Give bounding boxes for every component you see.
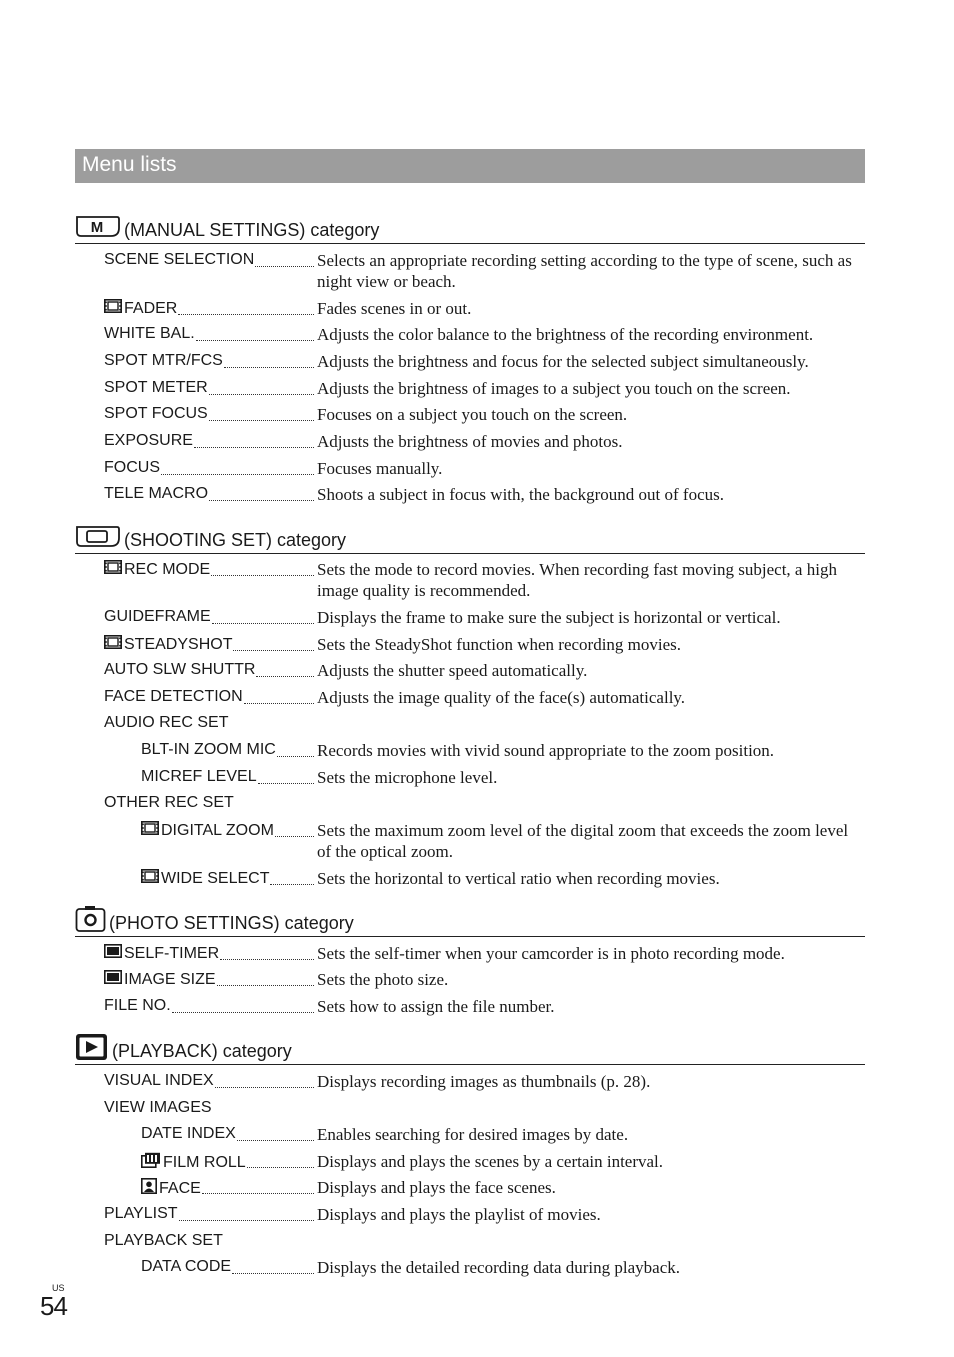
menu-item-description: Displays the detailed recording data during playback. (317, 1258, 681, 1277)
menu-item-term: WHITE BAL. (104, 325, 195, 342)
dot-leader (247, 1147, 314, 1168)
menu-item-description: Sets the microphone level. (317, 768, 498, 787)
menu-item-description: Adjusts the color balance to the brightness of the recording environment. (317, 325, 814, 344)
menu-item-term: FILE NO. (104, 997, 171, 1014)
menu-item-description: Sets the maximum zoom level of the digital zoom that exceeds the zoom level of the optical zoom. (317, 821, 849, 861)
manual-settings-icon (75, 214, 121, 240)
menu-item-term: AUTO SLW SHUTTR (104, 661, 256, 678)
category-playback-label: (PLAYBACK) category (112, 1041, 292, 1061)
menu-item-description: Sets the mode to record movies. When recording fast moving subject, a high image quality is recommended. (317, 560, 837, 600)
menu-item-term: SPOT METER (104, 379, 208, 396)
menu-item-description: Sets the horizontal to vertical ratio when recording movies. (317, 869, 720, 888)
dot-leader (224, 347, 314, 368)
svg-text:M: M (90, 219, 104, 236)
menu-item-description: Adjusts the image quality of the face(s) automatically. (317, 688, 686, 707)
category-photo-header (75, 900, 865, 937)
menu-item-description: Fades scenes in or out. (317, 299, 472, 318)
shooting-set-icon (75, 524, 121, 550)
menu-item-term: BLT-IN ZOOM MIC (141, 741, 276, 758)
dot-leader (256, 656, 314, 677)
film-roll-icon (141, 1152, 161, 1173)
dot-leader (215, 1067, 314, 1088)
menu-item-description: Selects an appropriate recording setting according to the type of scene, such as night view or beach. (317, 251, 852, 291)
menu-group-label: AUDIO REC SET (104, 714, 229, 731)
menu-item-description: Displays the frame to make sure the subject is horizontal or vertical. (317, 608, 781, 627)
dot-leader (275, 816, 314, 837)
menu-item-term: VISUAL INDEX (104, 1072, 214, 1089)
dot-leader (211, 555, 314, 576)
movie-icon (104, 560, 122, 579)
category-playback-header (75, 1028, 865, 1065)
category-photo-label: (PHOTO SETTINGS) category (109, 913, 354, 933)
dot-leader (172, 992, 314, 1013)
menu-item-description: Displays recording images as thumbnails (p. 28). (317, 1072, 651, 1091)
dot-leader (212, 603, 314, 624)
menu-item-description: Displays and plays the scenes by a certain interval. (317, 1152, 664, 1171)
menu-item-term: SPOT MTR/FCS (104, 352, 223, 369)
menu-item-term: TELE MACRO (104, 485, 209, 502)
dot-leader (217, 965, 314, 986)
category-manual-label: (MANUAL SETTINGS) category (124, 220, 380, 240)
menu-group-label: VIEW IMAGES (104, 1099, 212, 1116)
menu-item-term: DATE INDEX (141, 1125, 236, 1142)
menu-item-term: DATA CODE (141, 1258, 232, 1275)
movie-icon (104, 635, 122, 654)
dot-leader (258, 763, 314, 784)
region-code: US (52, 1283, 65, 1293)
menu-group-label: OTHER REC SET (104, 794, 234, 811)
menu-item-description: Adjusts the shutter speed automatically. (317, 661, 588, 680)
menu-item-term: IMAGE SIZE (124, 970, 216, 988)
dot-leader (194, 427, 314, 448)
menu-item-term: WIDE SELECT (161, 869, 270, 887)
camera-icon (75, 905, 107, 933)
menu-item-description: Focuses on a subject you touch on the screen. (317, 405, 628, 424)
menu-item-term: FILM ROLL (163, 1153, 246, 1171)
menu-item-term: SELF-TIMER (124, 944, 220, 962)
menu-group-label: PLAYBACK SET (104, 1232, 223, 1249)
menu-item-term: EXPOSURE (104, 432, 193, 449)
category-shooting-label: (SHOOTING SET) category (124, 530, 347, 550)
menu-item-description: Sets the self-timer when your camcorder is in photo recording mode. (317, 944, 785, 963)
menu-item-description: Adjusts the brightness of images to a subject you touch on the screen. (317, 379, 791, 398)
dot-leader (202, 1173, 314, 1194)
photo-icon (104, 944, 122, 963)
dot-leader (209, 400, 314, 421)
dot-leader (244, 683, 314, 704)
category-shooting-header (75, 515, 865, 554)
movie-icon (141, 821, 159, 840)
menu-item-description: Records movies with vivid sound appropriate to the zoom position. (317, 741, 775, 760)
dot-leader (178, 294, 314, 315)
page-title: Menu lists (82, 153, 177, 176)
menu-item-description: Displays and plays the playlist of movies. (317, 1205, 601, 1224)
menu-item-term: MICREF LEVEL (141, 768, 257, 785)
movie-icon (104, 299, 122, 318)
menu-item-term: DIGITAL ZOOM (161, 821, 274, 839)
dot-leader (277, 736, 314, 757)
section-title-bar (75, 149, 865, 183)
face-icon (141, 1178, 157, 1199)
dot-leader (233, 630, 314, 651)
page-number: 54 (40, 1291, 67, 1321)
menu-item-description: Sets the photo size. (317, 970, 449, 989)
menu-item-term: SPOT FOCUS (104, 405, 208, 422)
menu-item-term: REC MODE (124, 560, 211, 578)
dot-leader (232, 1253, 314, 1274)
menu-item-term: STEADYSHOT (124, 635, 233, 653)
dot-leader (220, 939, 314, 960)
menu-item-term: FACE (159, 1179, 201, 1197)
menu-item-description: Enables searching for desired images by date. (317, 1125, 629, 1144)
dot-leader (255, 246, 314, 267)
menu-item-term: GUIDEFRAME (104, 608, 211, 625)
menu-item-description: Adjusts the brightness of movies and photos. (317, 432, 623, 451)
menu-item-description: Displays and plays the face scenes. (317, 1178, 556, 1197)
menu-item-term: SCENE SELECTION (104, 251, 255, 268)
dot-leader (209, 480, 314, 501)
menu-item-term: FACE DETECTION (104, 688, 243, 705)
menu-item-term: PLAYLIST (104, 1205, 178, 1222)
dot-leader (179, 1200, 314, 1221)
photo-icon (104, 970, 122, 989)
menu-item-term: FOCUS (104, 459, 160, 476)
menu-item-description: Adjusts the brightness and focus for the selected subject simultaneously. (317, 352, 809, 371)
menu-item-description: Shoots a subject in focus with, the background out of focus. (317, 485, 724, 504)
dot-leader (209, 374, 314, 395)
dot-leader (270, 864, 314, 885)
movie-icon (141, 869, 159, 888)
menu-item-description: Sets how to assign the file number. (317, 997, 555, 1016)
menu-item-description: Focuses manually. (317, 459, 443, 478)
dot-leader (237, 1120, 314, 1141)
menu-item-description: Sets the SteadyShot function when recording movies. (317, 635, 682, 654)
menu-item-term: FADER (124, 299, 178, 317)
playback-icon (75, 1033, 109, 1061)
category-manual-header (75, 205, 865, 244)
dot-leader (161, 454, 314, 475)
dot-leader (196, 320, 314, 341)
